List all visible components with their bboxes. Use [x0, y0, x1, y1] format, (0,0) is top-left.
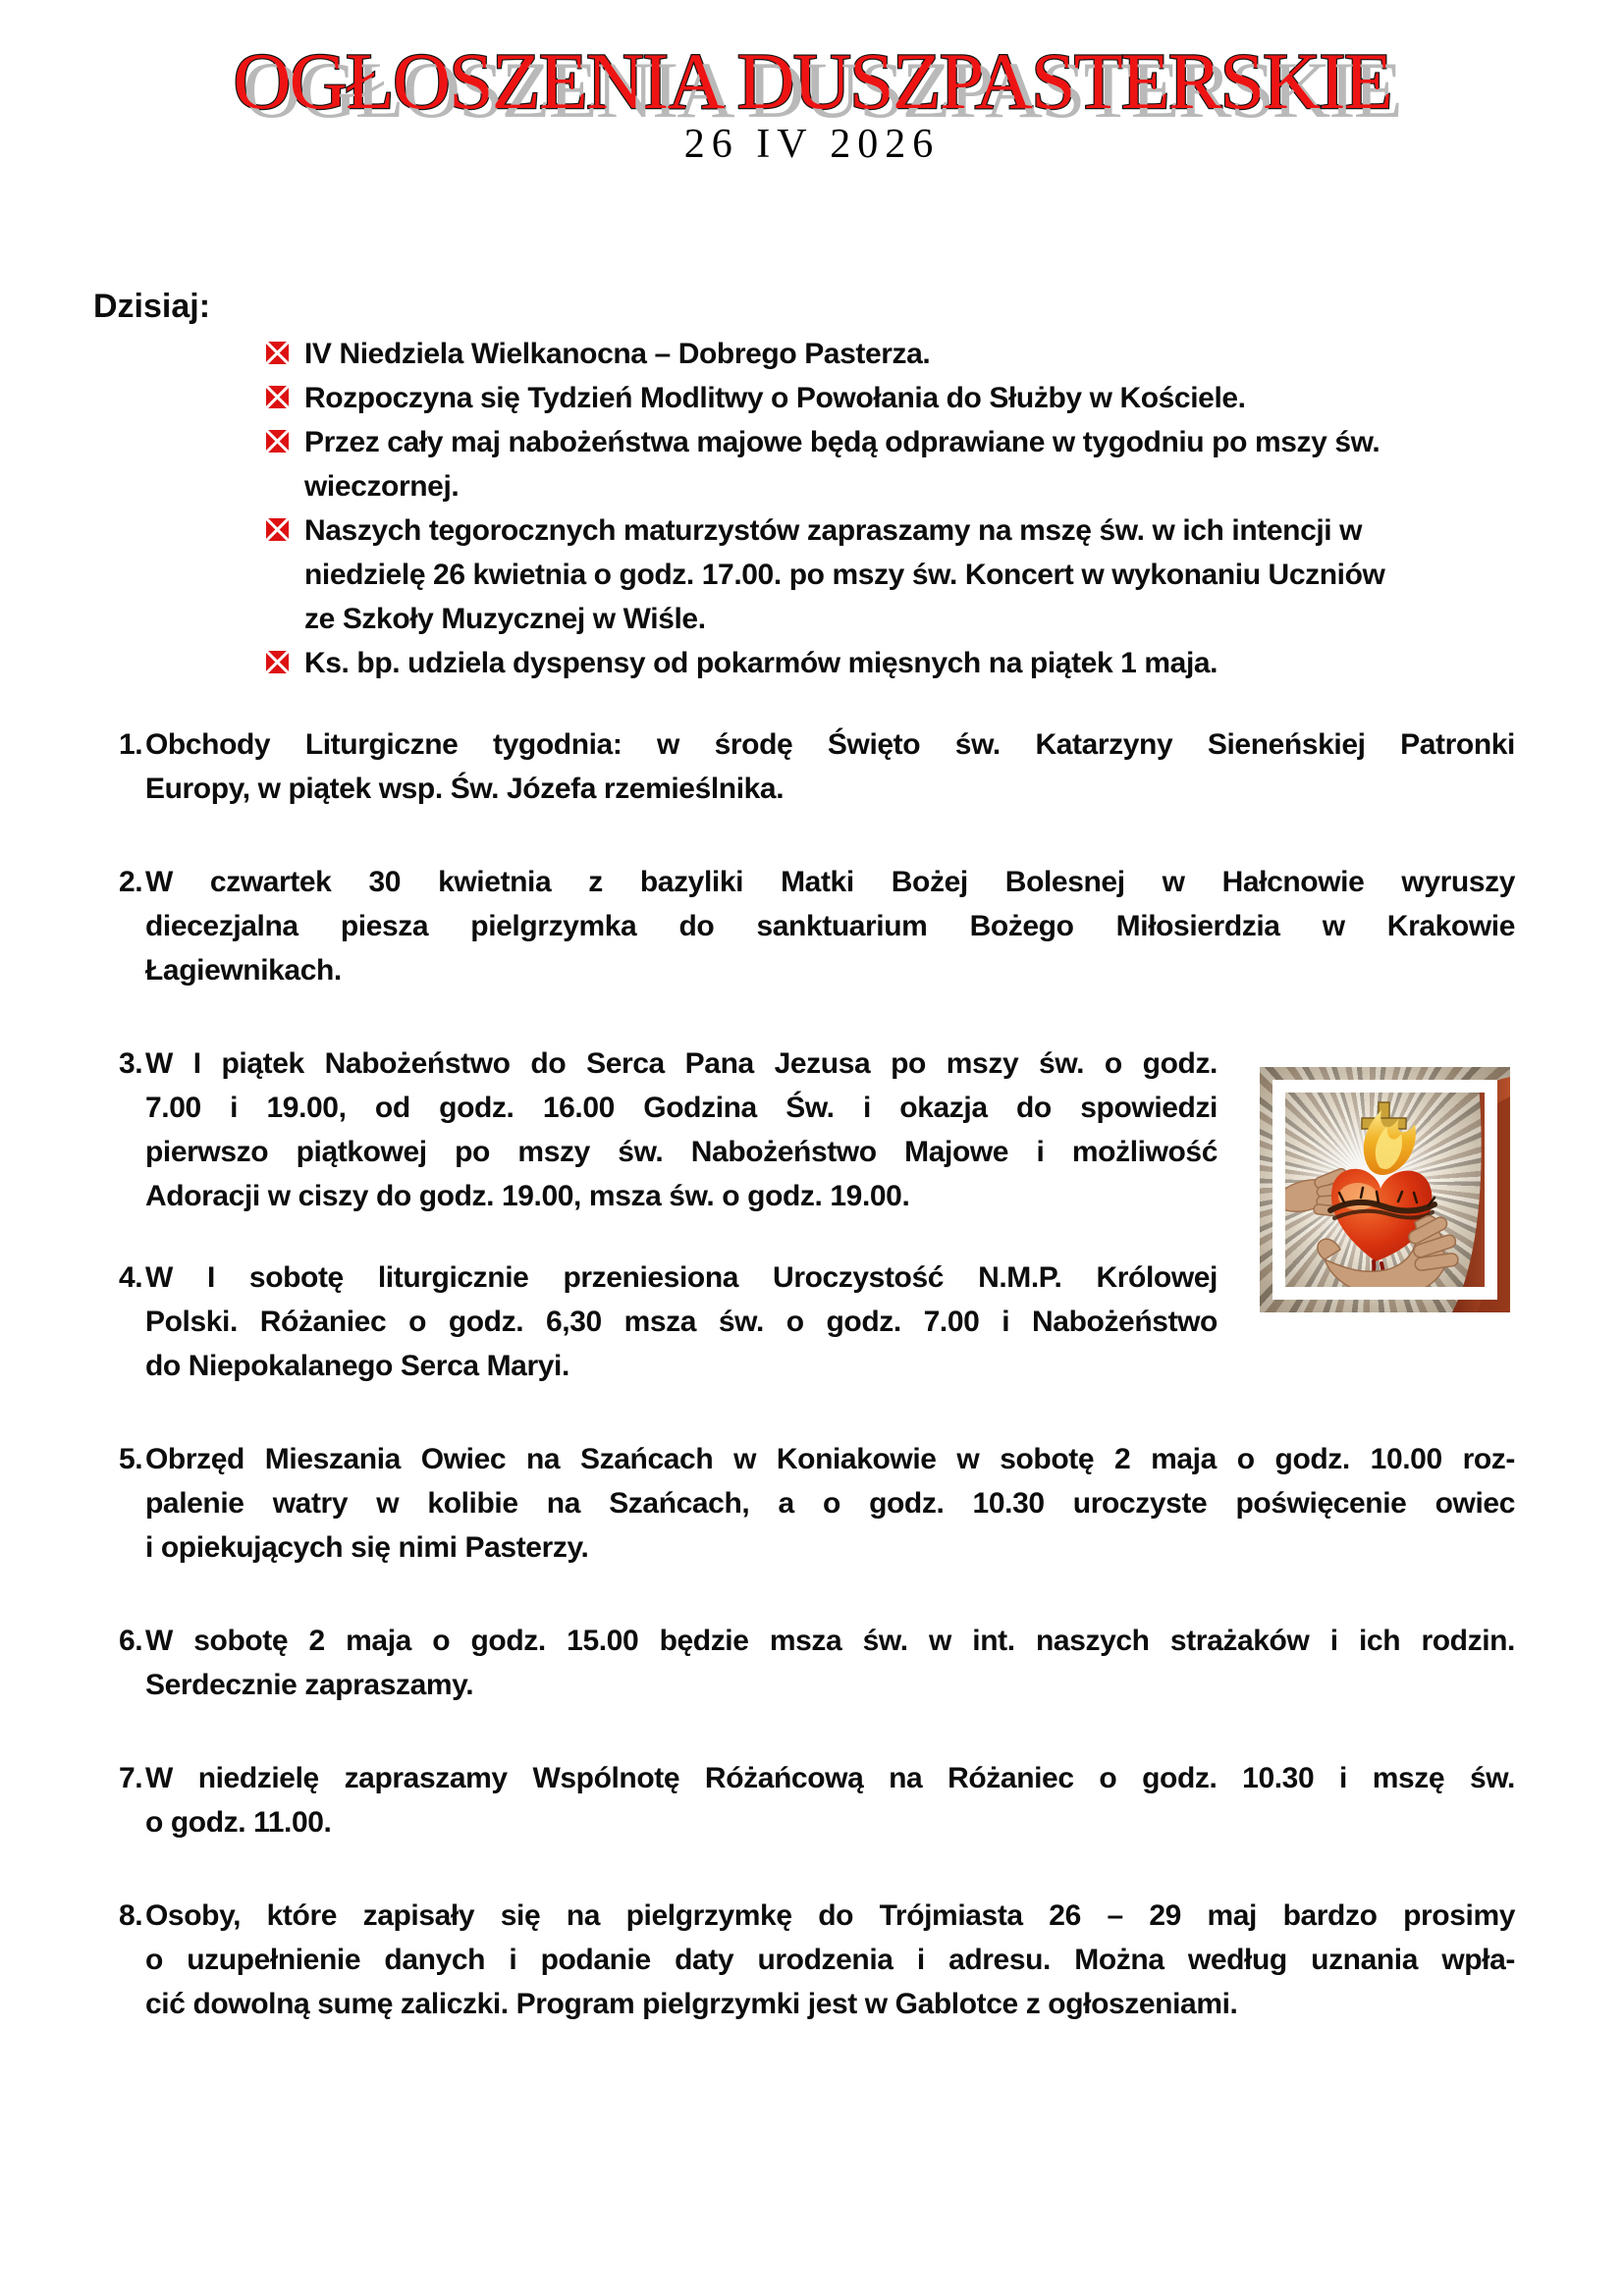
text-line: Europy, w piątek wsp. Św. Józefa rzemieślnika. — [145, 773, 785, 805]
text-line: Ks. bp. udziela dyspensy od pokarmów mięsnych na piątek 1 maja. — [304, 647, 1218, 679]
item-number: 3. — [119, 1047, 143, 1080]
text-line: Obrzęd Mieszania Owiec na Szańcach w Koniakowie w sobotę 2 maja o godz. 10.00 roz- — [145, 1443, 1515, 1475]
text-line: i opiekujących się nimi Pasterzy. — [145, 1531, 589, 1564]
text-line: niedzielę 26 kwietnia o godz. 17.00. po mszy św. Koncert w wykonaniu Uczniów — [304, 559, 1385, 591]
announcement-item — [0, 1041, 1624, 1218]
text-line: Adoracji w ciszy do godz. 19.00, msza św. o godz. 19.00. — [145, 1180, 910, 1212]
bullet-item — [0, 420, 1624, 508]
text-line: cić dowolną sumę zaliczki. Program pielgrzymki jest w Gablotce z ogłoszeniami. — [145, 1988, 1238, 2020]
text-line: W niedzielę zapraszamy Wspólnotę Różańcową na Różaniec o godz. 10.30 i mszę św. — [145, 1762, 1515, 1794]
text-line: ze Szkoły Muzycznej w Wiśle. — [304, 603, 706, 635]
text-line: Osoby, które zapisały się na pielgrzymkę do Trójmiasta 26 – 29 maj bardzo prosimy — [145, 1899, 1515, 1932]
text-line: Obchody Liturgiczne tygodnia: w środę Święto św. Katarzyny Sieneńskiej Patronki — [145, 728, 1515, 761]
text-line: W sobotę 2 maja o godz. 15.00 będzie msza św. w int. naszych strażaków i ich rodzin. — [145, 1625, 1515, 1657]
today-section — [0, 287, 1624, 685]
page-date: 26 IV 2026 — [683, 122, 941, 167]
text-line: o godz. 11.00. — [145, 1806, 332, 1839]
text-line: palenie watry w kolibie na Szańcach, a o godz. 10.30 uroczyste poświęcenie owiec — [145, 1487, 1515, 1520]
item-number: 1. — [119, 728, 143, 761]
bullet-text — [304, 641, 1516, 685]
bullet-text — [304, 508, 1516, 641]
text-line: diecezjalna piesza pielgrzymka do sanktuarium Bożego Miłosierdzia w Krakowie — [145, 910, 1515, 942]
bullet-item — [0, 641, 1624, 685]
text-line: Naszych tegorocznych maturzystów zapraszamy na mszę św. w ich intencji w — [304, 514, 1363, 547]
item-text — [145, 860, 1515, 992]
item-text — [145, 722, 1515, 811]
text-line: Rozpoczyna się Tydzień Modlitwy o Powołania do Służby w Kościele. — [304, 382, 1246, 414]
text-line: Przez cały maj nabożeństwa majowe będą odprawiane w tygodniu po mszy św. — [304, 426, 1380, 458]
text-line: o uzupełnienie danych i podanie daty urodzenia i adresu. Można według uznania wpła- — [145, 1944, 1515, 1976]
item-number: 4. — [119, 1261, 143, 1294]
item-number: 5. — [119, 1443, 143, 1475]
maltese-cross-icon — [266, 386, 289, 408]
text-line: W I sobotę liturgicznie przeniesiona Uroczystość N.M.P. Królowej — [145, 1261, 1218, 1294]
text-line: pierwszo piątkowej po mszy św. Nabożeństwo Majowe i możliwość — [145, 1136, 1218, 1168]
bullet-item — [0, 332, 1624, 376]
text-line: IV Niedziela Wielkanocna – Dobrego Pasterza. — [304, 338, 931, 370]
maltese-cross-icon — [266, 342, 289, 364]
page-title: OGŁOSZENIA DUSZPASTERSKIE — [233, 36, 1391, 126]
text-line: Polski. Różaniec o godz. 6,30 msza św. o godz. 7.00 i Nabożeństwo — [145, 1306, 1218, 1338]
maltese-cross-icon — [266, 651, 289, 673]
announcement-item — [0, 1894, 1624, 2026]
announcement-item — [0, 860, 1624, 992]
text-line: do Niepokalanego Serca Maryi. — [145, 1350, 569, 1382]
bullet-text — [304, 376, 1516, 420]
page-header — [0, 0, 1624, 169]
text-line: 7.00 i 19.00, od godz. 16.00 Godzina Św. i okazja do spowiedzi — [145, 1092, 1218, 1124]
text-line: W I piątek Nabożeństwo do Serca Pana Jezusa po mszy św. o godz. — [145, 1047, 1218, 1080]
announcement-list — [0, 722, 1624, 2026]
item-number: 7. — [119, 1762, 143, 1794]
item-text — [145, 1255, 1218, 1388]
today-heading: Dzisiaj: — [93, 288, 211, 325]
item-number: 2. — [119, 866, 143, 898]
item-number: 6. — [119, 1625, 143, 1657]
announcement-item — [0, 1437, 1624, 1570]
text-line: Serdecznie zapraszamy. — [145, 1669, 474, 1701]
maltese-cross-icon — [266, 518, 289, 541]
item-text — [145, 1894, 1515, 2026]
item-text — [145, 1041, 1218, 1218]
bullet-text — [304, 332, 1516, 376]
item-text — [145, 1437, 1515, 1570]
announcement-item — [0, 722, 1624, 811]
text-line: wieczornej. — [304, 470, 460, 503]
text-line: Łagiewnikach. — [145, 954, 342, 987]
maltese-cross-icon — [266, 430, 289, 453]
bullet-item — [0, 508, 1624, 641]
bullet-item — [0, 376, 1624, 420]
announcement-item — [0, 1619, 1624, 1707]
text-line: W czwartek 30 kwietnia z bazyliki Matki Bożej Bolesnej w Hałcnowie wyruszy — [145, 866, 1515, 898]
item-text — [145, 1619, 1515, 1707]
bullet-list — [0, 332, 1624, 685]
announcement-item — [0, 1756, 1624, 1844]
bullet-text — [304, 420, 1516, 508]
announcement-item — [0, 1255, 1624, 1388]
item-text — [145, 1756, 1515, 1844]
item-number: 8. — [119, 1899, 143, 1932]
